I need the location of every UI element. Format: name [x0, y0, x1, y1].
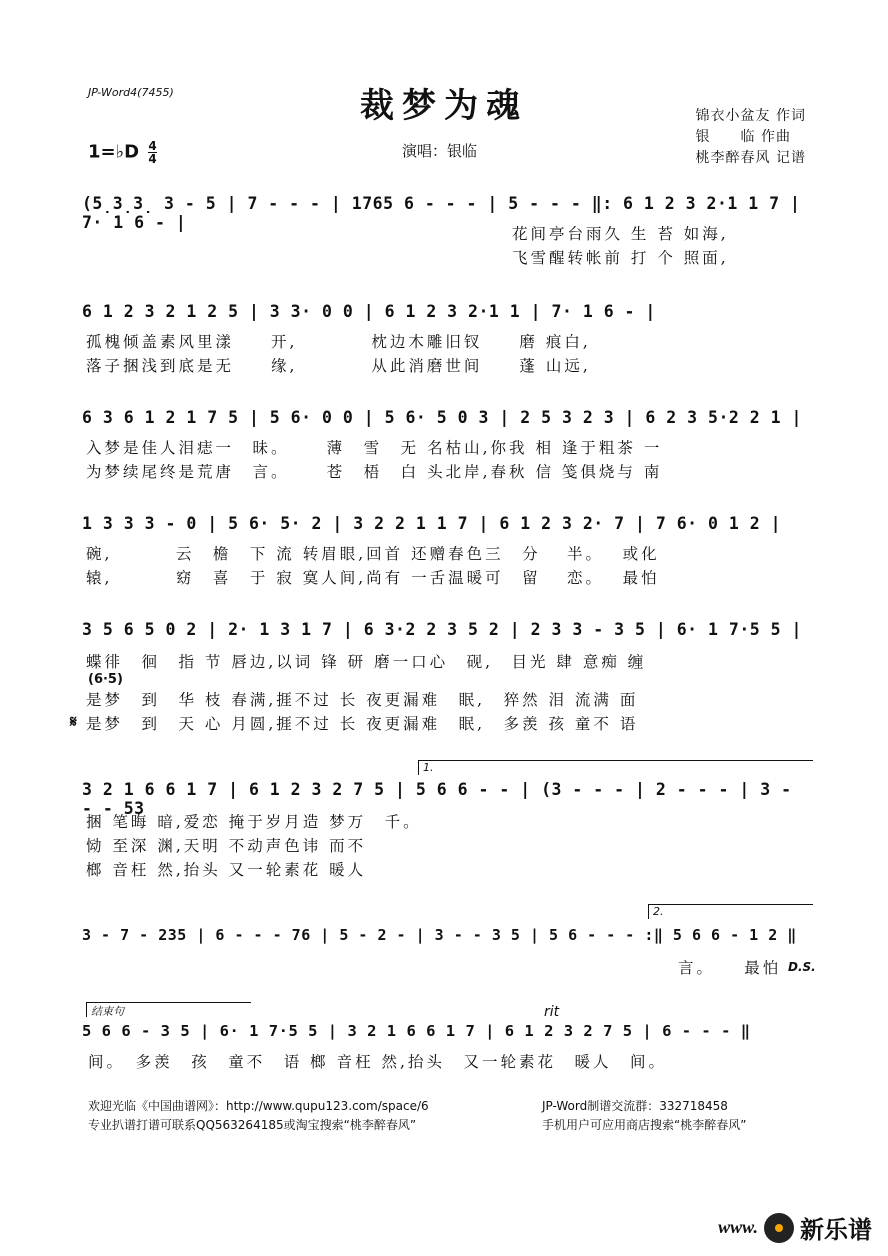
lyric-verse-2: 落子捆浅到底是无 缘, 从此消磨世间 蓬 山远,: [86, 357, 591, 375]
lyric-verse-2: 为梦续尾终是荒唐 言。 苍 梧 白 头北岸,春秋 信 笺俱烧与 南: [86, 463, 663, 481]
footer-app: 手机用户可应用商店搜索“桃李醉春风”: [542, 1118, 747, 1132]
key-note: ♭D: [115, 141, 140, 163]
lyric-verse-2: 辕, 窈 喜 于 寂 寞人间,尚有 一舌温暖可 留 恋。 最怕: [86, 569, 660, 587]
footer-contact: 专业扒谱打谱可联系QQ563264185或淘宝搜索“桃李醉春风”: [88, 1118, 417, 1132]
song-title: 裁梦为魂: [360, 86, 528, 126]
lyric-verse-1: 碗, 云 檐 下 流 转眉眼,回首 还赠春色三 分 半。 或化: [86, 545, 660, 563]
lyric-verse-2: 是梦 到 华 枝 春满,捱不过 长 夜更漏难 眠, 猝然 泪 流满 面: [86, 691, 639, 709]
notation-line: (5̣3̣3̣ 3 - 5 | 7 - - - | 1765 6 - - - | 5 - - - ‖: 6 1 2 3 2·1 1 7 | 7· 1 6 - |: [82, 194, 801, 232]
dal-segno-mark: D.S.: [788, 960, 816, 974]
lyric-verse-1: 捆 笔晦 暗,爱恋 掩于岁月造 梦万 千。: [86, 813, 422, 831]
segno-icon: 𝄋: [70, 712, 77, 731]
footer-left: [88, 1097, 429, 1135]
watermark-url: www.: [718, 1217, 758, 1237]
footer-site: 欢迎光临《中国曲谱网》：http://www.qupu123.com/space/6: [88, 1099, 429, 1113]
lyric-verse-1: 言。 最怕: [678, 959, 782, 977]
credit-composer: 银 临 作曲: [695, 129, 791, 145]
lyric-verse-1: 间。 多羡 孩 童不 语 榔 音枉 然,抬头 又一轮素花 暖人 间。: [88, 1053, 667, 1071]
credit-transcriber: 桃李醉春风 记谱: [695, 150, 806, 166]
volta-1: 1.: [418, 760, 813, 775]
lyric-verse-2: 恸 至深 渊,天明 不动声色讳 而不: [86, 837, 367, 855]
watermark-logo: [718, 1210, 872, 1245]
notation-line: 6 3 6 1 2 1 7 5 | 5 6· 0 0 | 5 6· 5 0 3 | 2 5 3 2 3 | 6 2 3 5·2 2 1 |: [82, 408, 802, 427]
software-tag: JP-Word4(7455): [88, 86, 174, 99]
alt-note-mark: (6·5): [88, 672, 123, 687]
notation-line: 1 3 3 3 - 0 | 5 6· 5· 2 | 3 2 2 1 1 7 | 6 1 2 3 2· 7 | 7 6· 0 1 2 |: [82, 514, 782, 533]
key-signature: [88, 140, 157, 165]
lyric-verse-1: 入梦是佳人泪痣一 昧。 薄 雪 无 名枯山,你我 相 逢于粗茶 一: [86, 439, 663, 457]
ending-tag: 结束句: [86, 1002, 251, 1017]
notation-line: 6 1 2 3 2 1 2 5 | 3 3· 0 0 | 6 1 2 3 2·1 1 | 7· 1 6 - |: [82, 302, 656, 321]
lyric-verse-2: 飞雪醒转帐前 打 个 照面,: [512, 249, 729, 267]
disc-icon: [764, 1213, 794, 1243]
key-label: 1=: [88, 141, 116, 163]
notation-line: 3 2 1 6 6 1 7 | 6 1 2 3 2 7 5 | 5 6 6 - - | (3 - - - | 2 - - - | 3 - - - 53: [82, 780, 792, 818]
credits: [696, 106, 806, 169]
credit-lyricist: 锦衣小盆友 作词: [695, 108, 806, 124]
volta-2: 2.: [648, 904, 813, 919]
notation-line: 3 5 6 5 0 2 | 2· 1 3 1 7 | 6 3·2 2 3 5 2 | 2 3 3 - 3 5 | 6· 1 7·5 5 |: [82, 620, 802, 639]
footer-group: JP-Word制谱交流群：332718458: [542, 1099, 728, 1113]
lyric-verse-3: 榔 音枉 然,抬头 又一轮素花 暖人: [86, 861, 367, 879]
notation-line: 5 6 6 - 3 5 | 6· 1 7·5 5 | 3 2 1 6 6 1 7 | 6 1 2 3 2 7 5 | 6 - - - ‖: [82, 1022, 751, 1040]
notation-line: 3 - 7 - 235 | 6 - - - 76 | 5 - 2 - | 3 - - 3 5 | 5 6 - - - :‖ 5 6 6 - 1 2 ‖: [82, 926, 797, 944]
time-top: 4: [148, 139, 157, 153]
lyric-verse-1: 孤槐倾盖素风里漾 开, 枕边木雕旧钗 磨 痕白,: [86, 333, 591, 351]
time-signature: [148, 140, 156, 165]
lyric-verse-1: 花间亭台雨久 生 苔 如海,: [512, 225, 729, 243]
lyric-verse-3: 是梦 到 天 心 月圆,捱不过 长 夜更漏难 眠, 多羡 孩 童不 语: [86, 715, 639, 733]
watermark-brand: 新乐谱: [800, 1216, 872, 1244]
singer: 演唱：银临: [402, 142, 478, 160]
rit-mark: rit: [544, 1004, 560, 1020]
time-bottom: 4: [148, 152, 157, 166]
footer-right: [542, 1097, 746, 1135]
lyric-verse-1: 蝶徘 徊 指 节 唇边,以词 锋 研 磨一口心 砚, 目光 肆 意痴 缠: [86, 653, 647, 671]
